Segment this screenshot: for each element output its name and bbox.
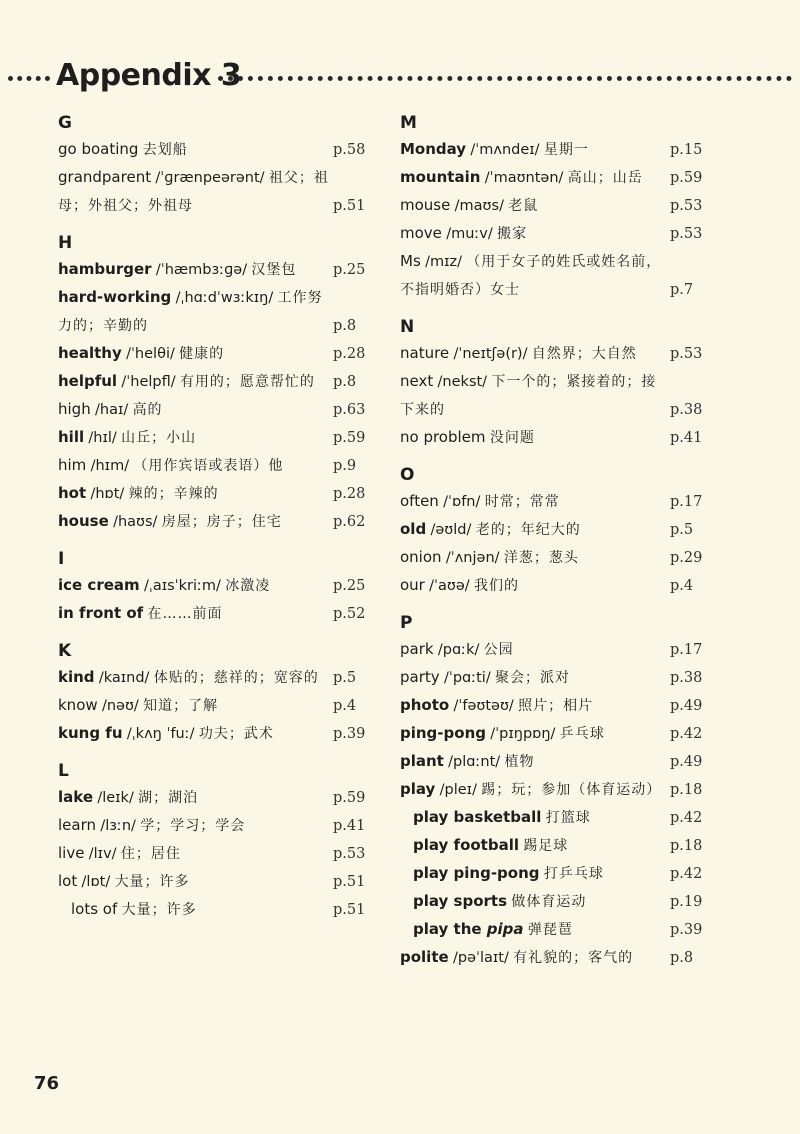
entry-page-ref: p.41: [333, 818, 366, 834]
entry-translation: 住；居住: [120, 846, 181, 862]
entry-word: house: [58, 512, 109, 530]
entry-word: Monday: [400, 140, 467, 158]
glossary-entry: [58, 508, 373, 536]
entry-page-ref: p.4: [333, 698, 357, 714]
entry-translation: （用于女子的姓氏或姓名前，不指明婚否）女士: [400, 254, 662, 298]
page-header: [0, 58, 800, 98]
entry-translation: 冰激凌: [225, 578, 271, 594]
entry-page-ref: p.28: [333, 346, 366, 362]
entry-page-ref: p.38: [670, 402, 703, 418]
entry-page-ref: p.59: [333, 790, 366, 806]
entry-text: [413, 860, 670, 888]
entry-word: know: [58, 696, 98, 714]
entry-page-ref: p.15: [670, 142, 703, 158]
entry-text: [58, 368, 333, 396]
entry-page-ref: p.58: [333, 142, 366, 158]
entry-text: [58, 812, 333, 840]
entry-phonetic: /ˈneɪtʃə(r)/: [453, 346, 528, 362]
entry-translation: 辣的；辛辣的: [128, 486, 219, 502]
entry-page-ref: p.5: [670, 522, 694, 538]
glossary-section: [400, 462, 710, 600]
entry-text: [400, 424, 670, 452]
entry-text: [58, 784, 333, 812]
entry-page-ref: p.8: [333, 318, 357, 334]
glossary-entry: [400, 424, 710, 452]
entry-word: him: [58, 456, 87, 474]
entry-word: hill: [58, 428, 85, 446]
entry-page-ref: p.4: [670, 578, 694, 594]
entry-text: [400, 544, 670, 572]
entry-page-ref: p.7: [670, 282, 694, 298]
glossary-column-left: [58, 110, 373, 934]
entry-text: [58, 136, 333, 164]
entry-translation: 在……前面: [147, 606, 223, 622]
glossary-entry: [58, 812, 373, 840]
entry-translation: 照片；相片: [518, 698, 594, 714]
entry-text: [58, 572, 333, 600]
entry-text: [400, 748, 670, 776]
entry-page-ref: p.25: [333, 262, 366, 278]
glossary-entry: [58, 480, 373, 508]
glossary-entry: [400, 136, 710, 164]
entry-phonetic: /ˈɒfn/: [443, 494, 481, 510]
glossary-entry: [58, 720, 373, 748]
glossary-entry: [58, 424, 373, 452]
entry-translation: 有礼貌的；客气的: [513, 950, 634, 966]
entry-word: kind: [58, 668, 95, 686]
glossary-entry: [400, 944, 710, 972]
entry-translation: 湖；湖泊: [138, 790, 199, 806]
entry-translation: 打篮球: [545, 810, 591, 826]
entry-page-ref: p.63: [333, 402, 366, 418]
entry-text: [413, 888, 670, 916]
entry-word: ping-pong: [400, 724, 486, 742]
entry-page-ref: p.53: [670, 198, 703, 214]
entry-phonetic: /lɜːn/: [100, 818, 136, 834]
dotted-rule-left: [8, 76, 50, 81]
entry-page-ref: p.51: [333, 902, 366, 918]
entry-word: polite: [400, 948, 449, 966]
entry-phonetic: /ˌhɑːdˈwɜːkɪŋ/: [175, 290, 274, 306]
glossary-entry: [400, 860, 710, 888]
entry-text: [58, 424, 333, 452]
entry-word: play basketball: [413, 808, 542, 826]
entry-phonetic: /ˈhelpfl/: [121, 374, 176, 390]
entry-page-ref: p.42: [670, 726, 703, 742]
glossary-section: [58, 638, 373, 748]
entry-page-ref: p.29: [670, 550, 703, 566]
entry-translation: 聚会；派对: [495, 670, 571, 686]
entry-phonetic: /ˌkʌŋ ˈfuː/: [126, 726, 195, 742]
section-letter: H: [58, 233, 73, 253]
entry-translation: 踢；玩；参加（体育运动）: [481, 782, 662, 798]
glossary-entry: [58, 256, 373, 284]
entry-text: [400, 488, 670, 516]
entry-page-ref: p.39: [670, 922, 703, 938]
section-letter: O: [400, 465, 415, 485]
entry-phonetic: /kaɪnd/: [98, 670, 150, 686]
glossary-section: [400, 610, 710, 972]
entry-page-ref: p.51: [333, 198, 366, 214]
glossary-section: [58, 546, 373, 628]
entry-text: [400, 340, 670, 368]
entry-text: [400, 572, 670, 600]
entry-word: no problem: [400, 428, 486, 446]
entry-phonetic: /haɪ/: [95, 402, 129, 418]
entry-word: photo: [400, 696, 450, 714]
glossary-entry: [400, 368, 710, 424]
entry-translation: 没问题: [489, 430, 535, 446]
entry-word: hard-working: [58, 288, 172, 306]
entry-phonetic: /ˈɡrænpeərənt/: [155, 170, 265, 186]
entry-word: lots of: [71, 900, 118, 918]
entry-translation: 健康的: [179, 346, 225, 362]
section-letter: G: [58, 113, 72, 133]
entry-word: play sports: [413, 892, 508, 910]
glossary-entry: [400, 916, 710, 944]
entry-translation: 老鼠: [508, 198, 539, 214]
entry-word: play ping-pong: [413, 864, 540, 882]
entry-phonetic: /ˈhelθi/: [126, 346, 175, 362]
entry-page-ref: p.18: [670, 838, 703, 854]
glossary-entry: [400, 804, 710, 832]
entry-text: [400, 368, 670, 424]
entry-text: [58, 508, 333, 536]
glossary-section: [58, 230, 373, 536]
glossary-entry: [58, 396, 373, 424]
entry-text: [400, 944, 670, 972]
glossary-entry: [400, 248, 710, 304]
entry-phonetic: /pəˈlaɪt/: [452, 950, 509, 966]
glossary-entry: [58, 452, 373, 480]
entry-page-ref: p.52: [333, 606, 366, 622]
entry-text: [58, 396, 333, 424]
glossary-entry: [400, 664, 710, 692]
entry-translation: 洋葱；葱头: [503, 550, 579, 566]
entry-text: [400, 720, 670, 748]
entry-word: play: [400, 780, 436, 798]
entry-phonetic: /ˈpɪŋpɒŋ/: [490, 726, 556, 742]
entry-page-ref: p.59: [670, 170, 703, 186]
entry-phonetic: /pleɪ/: [439, 782, 477, 798]
glossary-entry: [58, 600, 373, 628]
entry-phonetic: /əʊld/: [430, 522, 472, 538]
glossary-entry: [400, 164, 710, 192]
entry-phonetic: /ˌaɪsˈkriːm/: [143, 578, 221, 594]
entry-translation: 体贴的；慈祥的；宽容的: [153, 670, 319, 686]
entry-translation: 做体育运动: [511, 894, 587, 910]
entry-translation: 老的；年纪大的: [475, 522, 581, 538]
glossary-entry: [58, 784, 373, 812]
section-letter: N: [400, 317, 415, 337]
entry-word: mountain: [400, 168, 481, 186]
glossary-section: [58, 758, 373, 924]
glossary-entry: [400, 636, 710, 664]
glossary-column-right: [400, 110, 710, 982]
entry-word: hot: [58, 484, 87, 502]
entry-translation: 搬家: [497, 226, 528, 242]
entry-page-ref: p.17: [670, 642, 703, 658]
entry-word: live: [58, 844, 85, 862]
entry-word: plant: [400, 752, 444, 770]
entry-word: party: [400, 668, 440, 686]
entry-text: [58, 868, 333, 896]
entry-text: [400, 516, 670, 544]
glossary-entry: [58, 340, 373, 368]
glossary-entry: [400, 776, 710, 804]
entry-phonetic: /ˈmʌndeɪ/: [470, 142, 540, 158]
section-letter: I: [58, 549, 65, 569]
entry-word: often: [400, 492, 439, 510]
entry-word: play football: [413, 836, 519, 854]
entry-phonetic: /ˈhæmbɜːɡə/: [155, 262, 248, 278]
entry-text: [58, 256, 333, 284]
glossary-entry: [58, 136, 373, 164]
glossary-entry: [58, 840, 373, 868]
entry-page-ref: p.49: [670, 754, 703, 770]
entry-page-ref: p.51: [333, 874, 366, 890]
entry-translation: 公园: [483, 642, 514, 658]
entry-page-ref: p.49: [670, 698, 703, 714]
entry-word: Ms: [400, 252, 421, 270]
entry-text: [400, 192, 670, 220]
entry-page-ref: p.53: [670, 346, 703, 362]
entry-page-ref: p.19: [670, 894, 703, 910]
entry-translation: 我们的: [474, 578, 520, 594]
glossary-entry: [58, 368, 373, 396]
entry-translation: 房屋；房子；住宅: [161, 514, 282, 530]
glossary-entry: [400, 220, 710, 248]
entry-translation: 弹琵琶: [527, 922, 573, 938]
entry-translation: 去划船: [142, 142, 188, 158]
entry-text: [413, 832, 670, 860]
entry-word: healthy: [58, 344, 122, 362]
section-letter: M: [400, 113, 417, 133]
entry-page-ref: p.41: [670, 430, 703, 446]
entry-word: grandparent: [58, 168, 152, 186]
entry-phonetic: /ˈpɑːti/: [443, 670, 491, 686]
entry-page-ref: p.42: [670, 866, 703, 882]
entry-translation: 知道；了解: [143, 698, 219, 714]
entry-text: [58, 840, 333, 868]
entry-text: [58, 284, 333, 340]
entry-text: [58, 480, 333, 508]
glossary-entry: [58, 896, 373, 924]
entry-text: [400, 776, 670, 804]
entry-translation: 高的: [132, 402, 163, 418]
entry-word: play the pipa: [413, 920, 524, 938]
entry-phonetic: /pɑːk/: [437, 642, 480, 658]
dotted-rule-right: [218, 76, 792, 81]
entry-phonetic: /ˈmaʊntən/: [484, 170, 564, 186]
entry-phonetic: /hɪl/: [88, 430, 117, 446]
entry-page-ref: p.53: [670, 226, 703, 242]
entry-page-ref: p.38: [670, 670, 703, 686]
glossary-entry: [400, 832, 710, 860]
entry-translation: 汉堡包: [251, 262, 297, 278]
entry-translation: 学；学习；学会: [140, 818, 246, 834]
entry-translation: 乒乓球: [559, 726, 605, 742]
glossary-entry: [400, 572, 710, 600]
entry-text: [58, 164, 333, 220]
entry-translation: 有用的；愿意帮忙的: [179, 374, 315, 390]
entry-page-ref: p.17: [670, 494, 703, 510]
entry-translation: 星期一: [543, 142, 589, 158]
entry-word: go boating: [58, 140, 139, 158]
entry-text: [58, 340, 333, 368]
entry-text: [71, 896, 333, 924]
glossary-entry: [400, 888, 710, 916]
entry-phonetic: /nekst/: [437, 374, 488, 390]
entry-word: onion: [400, 548, 442, 566]
entry-translation: 大量；许多: [121, 902, 197, 918]
entry-text: [400, 636, 670, 664]
entry-translation: 植物: [504, 754, 535, 770]
entry-translation: 工作努力的；辛勤的: [58, 290, 323, 334]
entry-word: our: [400, 576, 425, 594]
entry-text: [413, 916, 670, 944]
entry-word: move: [400, 224, 442, 242]
entry-phonetic: /ˈʌnjən/: [445, 550, 500, 566]
entry-phonetic: /hɪm/: [90, 458, 130, 474]
entry-text: [400, 248, 670, 304]
glossary-section: [58, 110, 373, 220]
entry-phonetic: /maʊs/: [454, 198, 504, 214]
entry-word: park: [400, 640, 434, 658]
entry-phonetic: /lɒt/: [81, 874, 111, 890]
entry-phonetic: /ˈaʊə/: [429, 578, 470, 594]
entry-text: [400, 136, 670, 164]
entry-phonetic: /hɒt/: [90, 486, 125, 502]
entry-page-ref: p.5: [333, 670, 357, 686]
entry-translation: 下一个的；紧接着的；接下来的: [400, 374, 657, 418]
entry-translation: 踢足球: [523, 838, 569, 854]
entry-page-ref: p.28: [333, 486, 366, 502]
glossary-entry: [58, 164, 373, 220]
entry-word: lake: [58, 788, 94, 806]
entry-word: mouse: [400, 196, 451, 214]
glossary-entry: [58, 664, 373, 692]
entry-word: helpful: [58, 372, 118, 390]
entry-translation: （用作宾语或表语）他: [133, 458, 284, 474]
entry-page-ref: p.53: [333, 846, 366, 862]
glossary-entry: [58, 284, 373, 340]
entry-phonetic: /nəʊ/: [101, 698, 139, 714]
glossary-entry: [400, 488, 710, 516]
entry-phonetic: /ˈfəʊtəʊ/: [453, 698, 514, 714]
entry-text: [58, 600, 333, 628]
entry-text: [58, 452, 333, 480]
section-letter: P: [400, 613, 413, 633]
entry-translation: 大量；许多: [114, 874, 190, 890]
entry-word: nature: [400, 344, 450, 362]
glossary-section: [400, 314, 710, 452]
entry-page-ref: p.42: [670, 810, 703, 826]
glossary-entry: [400, 192, 710, 220]
entry-page-ref: p.18: [670, 782, 703, 798]
entry-text: [400, 220, 670, 248]
entry-translation: 山丘；小山: [121, 430, 197, 446]
glossary-entry: [400, 340, 710, 368]
entry-phonetic: /leɪk/: [97, 790, 134, 806]
section-letter: L: [58, 761, 69, 781]
glossary-entry: [400, 692, 710, 720]
entry-phonetic: /lɪv/: [88, 846, 117, 862]
glossary-entry: [400, 748, 710, 776]
entry-word: lot: [58, 872, 78, 890]
glossary-entry: [58, 572, 373, 600]
page-title: Appendix 3: [56, 58, 242, 93]
entry-page-ref: p.8: [333, 374, 357, 390]
entry-page-ref: p.62: [333, 514, 366, 530]
entry-translation: 自然界；大自然: [531, 346, 637, 362]
entry-translation: 高山；山岳: [567, 170, 643, 186]
entry-phonetic: /muːv/: [446, 226, 493, 242]
entry-page-ref: p.8: [670, 950, 694, 966]
entry-word: learn: [58, 816, 96, 834]
entry-phonetic: /plɑːnt/: [448, 754, 501, 770]
entry-word: next: [400, 372, 434, 390]
entry-word: high: [58, 400, 91, 418]
entry-text: [400, 692, 670, 720]
entry-text: [58, 692, 333, 720]
entry-phonetic: /haʊs/: [113, 514, 158, 530]
glossary-entry: [400, 516, 710, 544]
entry-text: [58, 664, 333, 692]
entry-phonetic: /mɪz/: [425, 254, 462, 270]
glossary-entry: [58, 868, 373, 896]
page-number: 76: [34, 1073, 60, 1094]
entry-word: ice cream: [58, 576, 140, 594]
entry-page-ref: p.39: [333, 726, 366, 742]
entry-word: kung fu: [58, 724, 123, 742]
glossary-entry: [400, 544, 710, 572]
entry-translation: 功夫；武术: [198, 726, 274, 742]
entry-translation: 打乒乓球: [543, 866, 604, 882]
glossary-section: [400, 110, 710, 304]
entry-text: [413, 804, 670, 832]
entry-word: in front of: [58, 604, 144, 622]
glossary-entry: [58, 692, 373, 720]
entry-page-ref: p.59: [333, 430, 366, 446]
glossary-entry: [400, 720, 710, 748]
entry-page-ref: p.9: [333, 458, 357, 474]
entry-word: hamburger: [58, 260, 152, 278]
entry-page-ref: p.25: [333, 578, 366, 594]
entry-text: [400, 664, 670, 692]
entry-word: old: [400, 520, 427, 538]
entry-text: [400, 164, 670, 192]
entry-text: [58, 720, 333, 748]
entry-translation: 时常；常常: [484, 494, 560, 510]
entry-translation: 祖父；祖母；外祖父；外祖母: [58, 170, 329, 214]
section-letter: K: [58, 641, 72, 661]
